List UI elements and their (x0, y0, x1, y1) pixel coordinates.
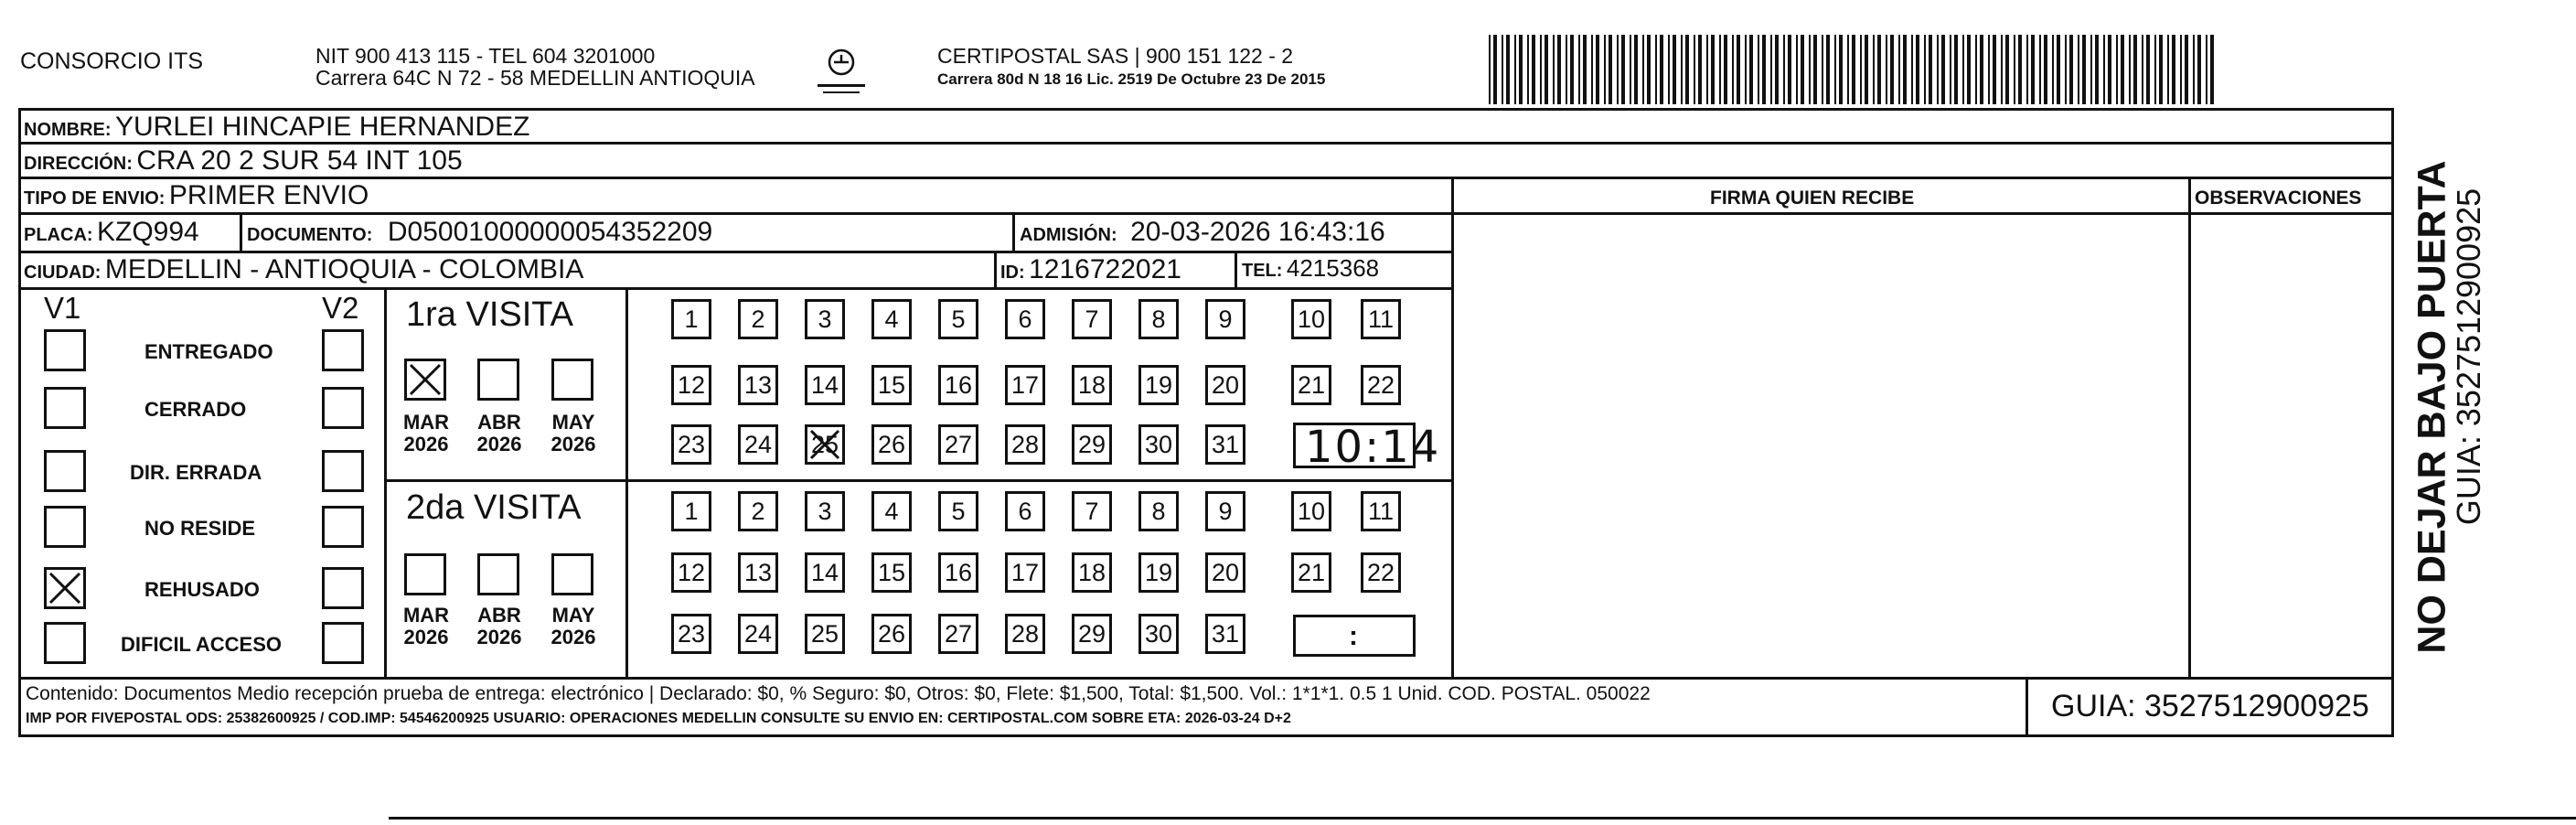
first-visit-day-2[interactable]: 2 (738, 299, 778, 339)
first-visit-day-23[interactable]: 23 (671, 424, 711, 465)
placa-row (24, 219, 199, 246)
second-visit-day-3[interactable]: 3 (805, 491, 845, 531)
first-visit-month-abr[interactable] (477, 359, 519, 401)
first-visit-day-11[interactable]: 11 (1361, 299, 1401, 339)
tel-label: TEL: (1242, 261, 1283, 281)
first-visit-day-24[interactable]: 24 (738, 424, 778, 465)
certipostal-line: CERTIPOSTAL SAS | 900 151 122 - 2 (937, 44, 1294, 68)
v1-checkbox-no-reside[interactable] (44, 506, 86, 548)
first-visit-day-4[interactable]: 4 (871, 299, 912, 339)
second-visit-day-11[interactable]: 11 (1361, 491, 1401, 531)
documento-row (247, 219, 712, 246)
firma-label: FIRMA QUIEN RECIBE (1710, 188, 1915, 209)
second-visit-month-may[interactable] (551, 553, 593, 595)
v2-checkbox-dificil-acceso[interactable] (322, 622, 364, 664)
second-visit-day-9[interactable]: 9 (1205, 491, 1245, 531)
admision-value: 20-03-2026 16:43:16 (1130, 217, 1385, 247)
first-visit-day-20[interactable]: 20 (1205, 365, 1245, 405)
second-visit-month-caption: MAR 2026 (402, 604, 450, 649)
first-visit-day-13[interactable]: 13 (738, 365, 778, 405)
id-value: 1216722021 (1029, 254, 1181, 284)
second-visit-day-2[interactable]: 2 (738, 491, 778, 531)
first-visit-title: 1ra VISITA (406, 295, 574, 334)
first-visit-day-8[interactable]: 8 (1138, 299, 1179, 339)
first-visit-month-caption: MAR 2026 (402, 411, 450, 456)
v1-label: V1 (44, 291, 81, 325)
nombre-value: YURLEI HINCAPIE HERNANDEZ (115, 112, 530, 142)
second-visit-day-16[interactable]: 16 (938, 552, 978, 593)
first-visit-day-15[interactable]: 15 (871, 365, 912, 405)
first-visit-day-7[interactable]: 7 (1072, 299, 1112, 339)
footer-line-1: Contenido: Documentos Medio recepción prueba de entrega: electrónico | Declarado: $0, % Seguro: $0, Otros: $0, Flete: $1,500, Total: $1,500. Vol.: 1*1*1. 0.5 1 Unid. COD. POSTAL. 050022 (26, 683, 1651, 704)
first-visit-day-9[interactable]: 9 (1205, 299, 1245, 339)
status-label-entregado: ENTREGADO (144, 340, 273, 363)
second-visit-month-caption: ABR 2026 (476, 604, 522, 649)
second-visit-day-5[interactable]: 5 (938, 491, 978, 531)
admision-row (1020, 219, 1385, 246)
first-visit-day-14[interactable]: 14 (805, 365, 845, 405)
status-label-rehusado: REHUSADO (144, 578, 260, 601)
documento-label: DOCUMENTO: (247, 225, 373, 245)
first-visit-month-mar[interactable] (404, 359, 446, 401)
first-visit-day-16[interactable]: 16 (938, 365, 978, 405)
v1-checkbox-dificil-acceso[interactable] (44, 622, 86, 664)
first-visit-month-caption: ABR 2026 (476, 411, 522, 456)
admision-label: ADMISIÓN: (1020, 225, 1117, 245)
second-visit-day-7[interactable]: 7 (1072, 491, 1112, 531)
first-visit-day-18[interactable]: 18 (1072, 365, 1112, 405)
sender-address: Carrera 64C N 72 - 58 MEDELLIN ANTIOQUIA (315, 66, 755, 90)
side-guia: GUIA: 3527512900925 (2450, 188, 2487, 526)
id-label: ID: (1000, 262, 1025, 283)
nit-line: NIT 900 413 115 - TEL 604 3201000 (315, 44, 656, 68)
tipo-envio-value: PRIMER ENVIO (168, 180, 369, 210)
first-visit-day-31[interactable]: 31 (1205, 424, 1245, 465)
second-visit-day-8[interactable]: 8 (1138, 491, 1179, 531)
first-visit-month-caption: MAY 2026 (550, 411, 596, 456)
first-visit-day-28[interactable]: 28 (1005, 424, 1045, 465)
first-visit-time-box[interactable] (1293, 422, 1441, 473)
second-visit-day-14[interactable]: 14 (805, 552, 845, 593)
second-visit-day-24[interactable]: 24 (738, 614, 778, 654)
nombre-label: NOMBRE: (24, 120, 112, 140)
second-visit-month-caption: MAY 2026 (550, 604, 596, 649)
status-label-dir-errada: DIR. ERRADA (130, 461, 262, 484)
first-visit-day-17[interactable]: 17 (1005, 365, 1045, 405)
tipo-envio-label: TIPO DE ENVIO: (24, 188, 166, 209)
second-visit-day-25[interactable]: 25 (805, 614, 845, 654)
ciudad-label: CIUDAD: (24, 262, 102, 283)
first-visit-day-27[interactable]: 27 (938, 424, 978, 465)
first-visit-day-26[interactable]: 26 (871, 424, 912, 465)
barcode (1489, 35, 2220, 104)
second-visit-day-18[interactable]: 18 (1072, 552, 1112, 593)
ciudad-value: MEDELLIN - ANTIOQUIA - COLOMBIA (104, 254, 584, 284)
second-visit-day-22[interactable]: 22 (1361, 552, 1401, 593)
footer-guia: GUIA: 3527512900925 (2051, 689, 2369, 723)
direccion-value: CRA 20 2 SUR 54 INT 105 (136, 145, 463, 176)
first-visit-day-25[interactable]: 25 (805, 424, 845, 465)
first-visit-day-12[interactable]: 12 (671, 365, 711, 405)
second-visit-day-13[interactable]: 13 (738, 552, 778, 593)
status-label-no-reside: NO RESIDE (144, 517, 256, 540)
first-visit-day-10[interactable]: 10 (1291, 299, 1331, 339)
nombre-row (24, 113, 529, 141)
second-visit-day-30[interactable]: 30 (1138, 614, 1179, 654)
placa-value: KZQ994 (97, 217, 199, 247)
bottom-rule (389, 817, 2576, 820)
second-visit-day-19[interactable]: 19 (1138, 552, 1179, 593)
second-visit-day-1[interactable]: 1 (671, 491, 711, 531)
v1-checkbox-cerrado[interactable] (44, 387, 86, 429)
observaciones-label: OBSERVACIONES (2195, 188, 2362, 209)
status-label-cerrado: CERRADO (144, 398, 247, 421)
first-visit-month-may[interactable] (551, 359, 593, 401)
first-visit-day-6[interactable]: 6 (1005, 299, 1045, 339)
second-visit-month-mar[interactable] (404, 553, 446, 595)
footer-line-2: IMP POR FIVEPOSTAL ODS: 25382600925 / COD.IMP: 54546200925 USUARIO: OPERACIONES MEDELLIN CONSULTE SU ENVIO EN: CERTIPOSTAL.COM SOBRE ETA: 2026-03-24 D+2 (26, 711, 1291, 726)
tipo-envio-row (24, 182, 369, 209)
id-row (1000, 256, 1181, 284)
first-visit-day-29[interactable]: 29 (1072, 424, 1112, 465)
second-visit-day-20[interactable]: 20 (1205, 552, 1245, 593)
v2-checkbox-entregado[interactable] (322, 329, 364, 371)
v1-checkbox-dir-errada[interactable] (44, 450, 86, 492)
first-visit-day-22[interactable]: 22 (1361, 365, 1401, 405)
second-visit-title: 2da VISITA (406, 488, 582, 527)
second-visit-time-box[interactable] (1293, 615, 1416, 657)
first-visit-day-3[interactable]: 3 (805, 299, 845, 339)
second-visit-day-28[interactable]: 28 (1005, 614, 1045, 654)
v1-checkbox-entregado[interactable] (44, 329, 86, 371)
v2-label: V2 (322, 291, 359, 325)
documento-value: D05001000000054352209 (387, 217, 713, 247)
second-visit-day-6[interactable]: 6 (1005, 491, 1045, 531)
ciudad-row (24, 256, 583, 284)
second-visit-day-10[interactable]: 10 (1291, 491, 1331, 531)
second-visit-day-15[interactable]: 15 (871, 552, 912, 593)
placa-label: PLACA: (24, 225, 93, 245)
second-visit-day-21[interactable]: 21 (1291, 552, 1331, 593)
first-visit-day-30[interactable]: 30 (1138, 424, 1179, 465)
second-visit-day-12[interactable]: 12 (671, 552, 711, 593)
side-warning: NO DEJAR BAJO PUERTA (2410, 160, 2454, 654)
v2-checkbox-cerrado[interactable] (322, 387, 364, 429)
second-visit-day-4[interactable]: 4 (871, 491, 912, 531)
certipostal-address: Carrera 80d N 18 16 Lic. 2519 De Octubre 23 De 2015 (937, 70, 1326, 88)
direccion-label: DIRECCIÓN: (24, 154, 133, 174)
status-label-dificil-acceso: DIFICIL ACCESO (121, 633, 283, 656)
first-visit-day-1[interactable]: 1 (671, 299, 711, 339)
first-visit-day-19[interactable]: 19 (1138, 365, 1179, 405)
second-visit-day-31[interactable]: 31 (1205, 614, 1245, 654)
direccion-row (24, 147, 463, 175)
tel-row (1242, 256, 1379, 280)
second-visit-day-29[interactable]: 29 (1072, 614, 1112, 654)
second-visit-day-26[interactable]: 26 (871, 614, 912, 654)
v2-checkbox-dir-errada[interactable] (322, 450, 364, 492)
v2-checkbox-no-reside[interactable] (322, 506, 364, 548)
tel-value: 4215368 (1286, 254, 1380, 282)
second-visit-day-17[interactable]: 17 (1005, 552, 1045, 593)
first-visit-time: 10:14 (1305, 422, 1441, 473)
first-visit-day-21[interactable]: 21 (1291, 365, 1331, 405)
second-visit-day-27[interactable]: 27 (938, 614, 978, 654)
second-visit-time: : (1349, 621, 1358, 651)
v2-checkbox-rehusado[interactable] (322, 567, 364, 609)
first-visit-day-5[interactable]: 5 (938, 299, 978, 339)
certipostal-logo (814, 44, 869, 101)
second-visit-month-abr[interactable] (477, 553, 519, 595)
company-name: CONSORCIO ITS (20, 48, 204, 74)
second-visit-day-23[interactable]: 23 (671, 614, 711, 654)
v1-checkbox-rehusado[interactable] (44, 567, 86, 609)
